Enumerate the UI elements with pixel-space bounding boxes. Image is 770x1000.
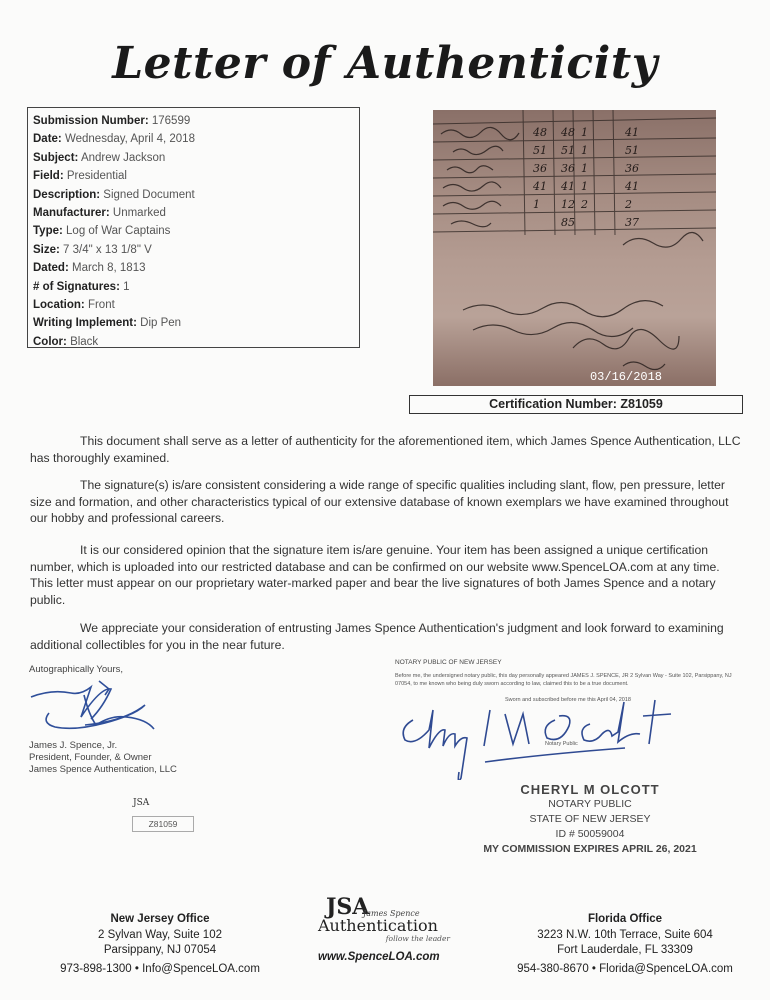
detail-label: Dated:	[33, 262, 69, 275]
detail-value: 176599	[151, 115, 191, 127]
detail-row	[33, 314, 359, 332]
detail-row	[33, 204, 359, 222]
item-photo	[433, 110, 716, 386]
spence-signature	[29, 675, 169, 735]
detail-label: Color:	[33, 335, 67, 348]
closing-salutation: Autographically Yours,	[29, 664, 124, 675]
detail-value: 7 3/4" x 13 1/8" V	[63, 243, 152, 256]
photo-table-number: 2	[625, 198, 632, 211]
photo-table-number: 85	[561, 216, 575, 229]
notary-header: NOTARY PUBLIC OF NEW JERSEY	[395, 659, 502, 666]
fl-office-block	[490, 912, 760, 977]
fl-office-name: Florida Office	[587, 913, 663, 925]
detail-row	[33, 222, 359, 240]
nj-office-name: New Jersey Office	[110, 913, 210, 925]
signer-role: President, Founder, & Owner	[29, 752, 152, 763]
jsa-logo	[318, 894, 468, 963]
logo-tagline: follow the leader	[385, 934, 450, 943]
photo-table-number: 1	[581, 162, 588, 175]
paragraph-intro: This document shall serve as a letter of authenticity for the aforementioned item, which James Spence Authentication, LLC has thoroughly examined.	[30, 434, 741, 465]
detail-row	[33, 333, 359, 351]
detail-label: Manufacturer:	[33, 207, 110, 220]
jsa-sticker-id: Z81059	[132, 816, 194, 832]
document-photo-drawing	[433, 110, 716, 386]
detail-label: Type:	[33, 225, 63, 238]
detail-row	[33, 130, 359, 148]
detail-value: Wednesday, April 4, 2018	[64, 133, 195, 146]
photo-table-number: 51	[561, 144, 575, 157]
photo-table-number: 48	[561, 126, 575, 139]
photo-table-number: 2	[581, 198, 588, 211]
photo-table-number: 41	[625, 126, 639, 139]
logo-jsa-mark: JSA	[326, 894, 370, 920]
website-url: www.SpenceLOA.com	[318, 951, 440, 963]
photo-table-number: 1	[581, 180, 588, 193]
detail-value: Signed Document	[103, 188, 195, 201]
detail-value: Presidential	[66, 170, 127, 183]
notary-signature	[395, 690, 715, 780]
photo-table-number: 12	[561, 198, 575, 211]
detail-row	[33, 296, 359, 314]
detail-row	[33, 149, 359, 167]
photo-table-number: 41	[561, 180, 575, 193]
photo-table-number: 1	[533, 198, 540, 211]
photo-table-number: 36	[561, 162, 575, 175]
certification-number-box: Certification Number: Z81059	[409, 395, 743, 414]
item-details-box	[27, 107, 360, 348]
fl-office-address2: Fort Lauderdale, FL 33309	[557, 944, 693, 956]
photo-table-number: 41	[625, 180, 639, 193]
detail-row	[33, 112, 359, 130]
notary-public-label: Notary Public	[545, 741, 578, 747]
photo-table-number: 1	[581, 126, 588, 139]
detail-row	[33, 241, 359, 259]
detail-label: Size:	[33, 243, 60, 256]
detail-value: 1	[123, 280, 130, 293]
detail-label: Writing Implement:	[33, 317, 137, 330]
detail-label: Field:	[33, 170, 64, 183]
detail-value: Unmarked	[112, 207, 166, 220]
detail-label: Submission Number:	[33, 115, 149, 127]
detail-label: Description:	[33, 188, 101, 201]
notary-stamp	[470, 782, 710, 857]
detail-label: Location:	[33, 299, 85, 312]
signer-block	[29, 664, 279, 776]
detail-row	[33, 167, 359, 185]
paragraph-opinion: It is our considered opinion that the signature item is/are genuine. Your item has been assigned a unique certification number, which is uploaded into our restricted database and can be confirmed on our website www.SpenceLOA.com at any time. This letter must appear on our proprietary water-marked paper and bear the live signatures of both James Spence and a notary public.	[30, 543, 720, 607]
paragraph-signature-analysis: The signature(s) is/are consistent considering a wide range of specific qualities including slant, flow, pen pressure, letter size and formation, and other characteristics typical of our extensive database of known exemplars we have examined throughout our hobby and professional careers.	[30, 478, 729, 525]
detail-label: Subject:	[33, 151, 79, 164]
nj-office-block	[30, 912, 290, 977]
notary-commission: MY COMMISSION EXPIRES APRIL 26, 2021	[483, 843, 697, 855]
detail-row	[33, 278, 359, 296]
detail-label: # of Signatures:	[33, 280, 120, 293]
detail-value: Black	[70, 335, 99, 348]
photo-table-number: 41	[533, 180, 547, 193]
notary-title: NOTARY PUBLIC	[548, 798, 632, 810]
photo-table-number: 1	[581, 144, 588, 157]
notary-name: CHERYL M OLCOTT	[520, 782, 660, 797]
notary-id: ID # 50059004	[555, 828, 625, 840]
photo-table-number: 51	[533, 144, 547, 157]
photo-date-stamp: 03/16/2018	[589, 370, 662, 384]
detail-label: Date:	[33, 133, 62, 146]
detail-row	[33, 259, 359, 277]
paragraph-closing: We appreciate your consideration of entrusting James Spence Authentication's judgment and look forward to examining additional collectibles for you in the near future.	[30, 621, 724, 652]
photo-table-number: 48	[533, 126, 547, 139]
signer-name: James J. Spence, Jr.	[29, 740, 118, 751]
nj-office-contact: 973-898-1300 • Info@SpenceLOA.com	[60, 962, 260, 975]
detail-value: March 8, 1813	[71, 262, 146, 275]
fl-office-address1: 3223 N.W. 10th Terrace, Suite 604	[537, 928, 713, 941]
fl-office-contact: 954-380-8670 • Florida@SpenceLOA.com	[517, 962, 733, 975]
photo-table-number: 36	[533, 162, 547, 175]
notary-sworn: Sworn and subscribed before me this April 04, 2018	[505, 697, 631, 703]
photo-table-number: 36	[625, 162, 639, 175]
jsa-sticker-brand: JSA	[133, 798, 150, 808]
logo-james-spence: James Spence	[363, 909, 420, 918]
detail-value: Log of War Captains	[66, 225, 171, 238]
detail-value: Front	[87, 299, 115, 312]
nj-office-address2: Parsippany, NJ 07054	[103, 944, 217, 956]
notary-statement: Before me, the undersigned notary public, this day personally appeared JAMES J. SPENCE, JR 2 Sylvan Way - Suite 102, Parsippany, NJ 07054, to me known who being duly sworn according to law, claimed this to be a true document.	[395, 673, 732, 687]
nj-office-address1: 2 Sylvan Way, Suite 102	[97, 928, 222, 941]
photo-table-number: 37	[625, 216, 639, 229]
page-title: Letter of Authenticity	[112, 38, 658, 89]
notary-state: STATE OF NEW JERSEY	[529, 813, 651, 825]
signer-company: James Spence Authentication, LLC	[29, 764, 177, 775]
detail-row	[33, 186, 359, 204]
detail-value: Andrew Jackson	[80, 151, 166, 164]
photo-table-number: 51	[625, 144, 639, 157]
logo-authentication: Authentication	[318, 916, 438, 935]
detail-value: Dip Pen	[140, 317, 182, 330]
